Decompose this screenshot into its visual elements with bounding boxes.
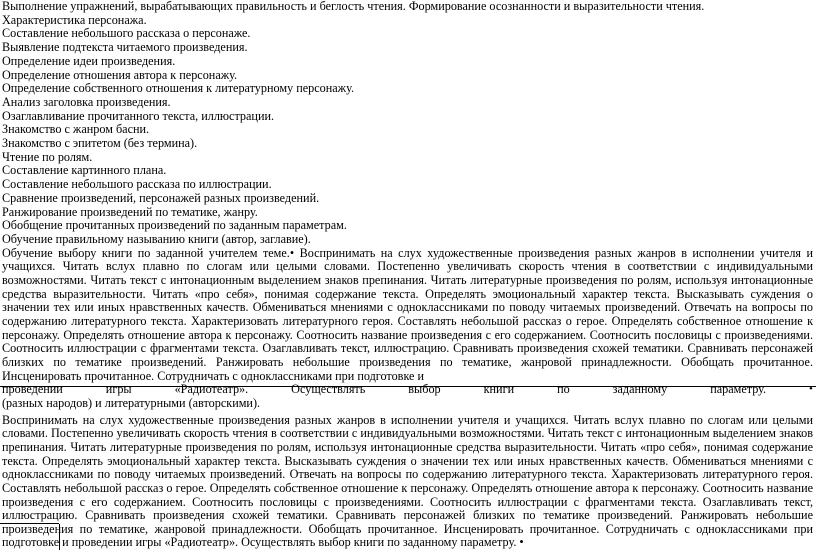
topic-line: Озаглавливание прочитанного текста, иллюстрации. bbox=[2, 108, 275, 123]
topic-line: Выявление подтекста читаемого произведения. bbox=[2, 40, 248, 55]
topic-line: Составление картинного плана. bbox=[2, 163, 167, 178]
bullet-icon: • bbox=[809, 383, 813, 396]
topic-line: Ранжирование произведений по тематике, жанру. bbox=[2, 204, 258, 219]
topic-line: Составление небольшого рассказа по иллюстрации. bbox=[2, 177, 272, 192]
word: книги bbox=[483, 382, 515, 397]
topic-line: Определение собственного отношения к литературному персонажу. bbox=[2, 81, 355, 96]
word: по bbox=[557, 382, 570, 397]
table-border bbox=[59, 524, 60, 550]
topic-line: Знакомство с жанром басни. bbox=[2, 122, 150, 137]
paragraph-text: Воспринимать на слух художественные произведения разных жанров в исполнении учителя и учащихся. Читать вслух плавно по слогам или целыми словами. Постепенно увеличивать скорость чтения в соответствии с индивидуальными возможностями. Читать текст с интонационным выделением знаков препинания. Читать литературные произведения по ролям, используя интонационные средства выразительности. Читать «про себя», понимая содержание текста. Определять эмоциональный характер текста. Высказывать суждения о значении тех или иных нравственных качеств. Обмениваться мнениями с одноклассниками по поводу читаемых произведений. Отвечать на вопросы по содержанию литературного текста. Характеризовать литературного героя. Составлять небольшой рассказ о герое. Определять собственное отношение к персонажу. Определять отношение автора к персонажу. Соотносить название произведения с его содержанием. Соотносить пословицы с произведениями. Соотносить иллюстрации с фрагментами текста. Озаглавливать текст, иллюстрацию. Сравнивать произведения схожей тематики. Сравнивать персонажей близких по тематике произведений. Ранжировать небольшие произведения по тематике, жанровой принадлежности. Обобщать прочитанное. Инсценировать прочитанное. Сотрудничать с одноклассниками при подготовке и проведении игры «Радиотеатр». Осуществлять выбор книги по заданному параметру. • bbox=[2, 412, 813, 550]
topic-list bbox=[0, 0, 816, 247]
topic-line: Определение идеи произведения. bbox=[2, 53, 176, 68]
word: Осуществлять bbox=[291, 382, 366, 397]
word: игры bbox=[105, 382, 132, 397]
table-divider bbox=[0, 523, 59, 524]
word: параметру. bbox=[710, 382, 767, 397]
table-divider bbox=[0, 386, 816, 387]
word: «Радиотеатр». bbox=[174, 382, 249, 397]
topic-line: Сравнение произведений, персонажей разных произведений. bbox=[2, 190, 320, 205]
paragraph-text: Обучение выбору книги по заданной учителем теме.• Воспринимать на слух художественные произведения разных жанров в исполнении учителя и учащихся. Читать вслух плавно по слогам или целыми словами. Постепенно увеличивать скорость чтения в соответствии с индивидуальными возможностями. Читать текст с интонационным выделением знаков препинания. Читать литературные произведения по ролям, используя интонационные средства выразительности. Читать «про себя», понимая содержание текста. Определять эмоциональный характер текста. Высказывать суждения о значении тех или иных нравственных качеств. Обмениваться мнениями с одноклассниками по поводу читаемых произведений. Отвечать на вопросы по содержанию литературного текста. Характеризовать литературного героя. Составлять небольшой рассказ о герое. Определять собственное отношение к персонажу. Определять отношение автора к персонажу. Соотносить название произведения с его содержанием. Соотносить пословицы с произведениями. Соотносить иллюстрации с фрагментами текста. Озаглавливать текст, иллюстрацию. Сравнивать произведения схожей тематики. Сравнивать персонажей близких по тематике произведений. Ранжировать небольшие произведения по тематике, жанровой принадлежности. Обобщать прочитанное. Инсценировать прочитанное. Сотрудничать с одноклассниками при подготовке и bbox=[2, 245, 813, 383]
word: проведении bbox=[2, 382, 63, 397]
word: заданному bbox=[612, 382, 668, 397]
topic-line: Составление небольшого рассказа о персонаже. bbox=[2, 26, 251, 41]
topic-line: Характеристика персонажа. bbox=[2, 12, 147, 27]
topic-line: Обобщение прочитанных произведений по заданным параметрам. bbox=[2, 218, 347, 233]
activity-paragraph-2 bbox=[0, 414, 816, 550]
topic-line: Чтение по ролям. bbox=[2, 149, 93, 164]
topic-line: Обучение правильному называнию книги (автор, заглавие). bbox=[2, 231, 311, 246]
topic-line: Определение отношения автора к персонажу. bbox=[2, 67, 238, 82]
word: выбор bbox=[408, 382, 441, 397]
topic-line: Выполнение упражнений, вырабатывающих правильность и беглость чтения. Формирование осознанности и выразительности чтения. bbox=[2, 0, 705, 13]
paragraph-last-line: (разных народов) и литературными (авторскими). bbox=[2, 395, 261, 410]
topic-line: Знакомство с эпитетом (без термина). bbox=[2, 136, 198, 151]
topic-line: Анализ заголовка произведения. bbox=[2, 94, 171, 109]
